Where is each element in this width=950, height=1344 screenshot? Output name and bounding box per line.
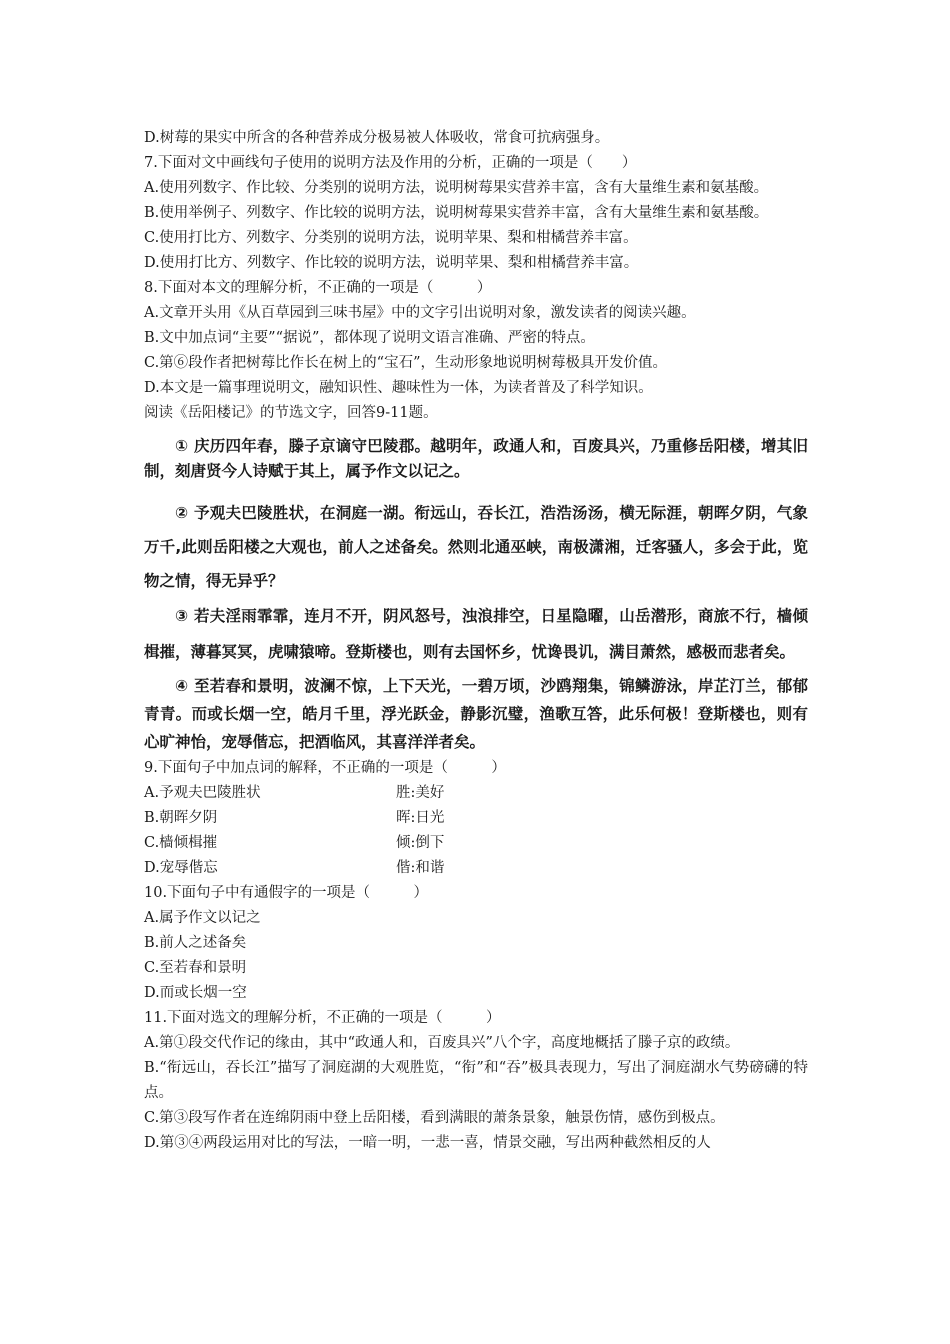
q9-option-d-gloss: 偕:和谐 xyxy=(396,860,445,876)
q9-stem: 9.下面句子中加点词的解释，不正确的一项是（ ） xyxy=(144,760,506,776)
q9-option-c-phrase: C.樯倾楫摧 xyxy=(144,835,218,851)
q9-option-b-gloss: 晖:日光 xyxy=(396,810,445,826)
q9-option-b-phrase: B.朝晖夕阴 xyxy=(144,810,218,826)
q9-option-c-gloss: 倾:倒下 xyxy=(396,835,445,851)
q8-option-d: D.本文是一篇事理说明文，融知识性、趣味性为一体，为读者普及了科学知识。 xyxy=(144,380,653,396)
q9-option-d-phrase: D.宠辱偕忘 xyxy=(144,860,218,876)
q10-stem: 10.下面句子中有通假字的一项是（ ） xyxy=(144,885,429,901)
q11-option-a: A.第①段交代作记的缘由，其中“政通人和，百废具兴”八个字，高度地概括了滕子京的政绩。 xyxy=(144,1035,740,1051)
q7-stem: 7.下面对文中画线句子使用的说明方法及作用的分析，正确的一项是（ ） xyxy=(144,155,637,171)
q8-stem: 8.下面对本文的理解分析，不正确的一项是（ ） xyxy=(144,280,492,296)
q8-option-c: C.第⑥段作者把树莓比作长在树上的“宝石”，生动形象地说明树莓极具开发价值。 xyxy=(144,355,668,371)
document-page xyxy=(144,126,808,1156)
reading-intro: 阅读《岳阳楼记》的节选文字，回答9-11题。 xyxy=(144,405,438,421)
q11-option-d: D.第③④两段运用对比的写法，一暗一明，一悲一喜，情景交融，写出两种截然相反的人 xyxy=(144,1135,711,1151)
passage-paragraph-4: ④ 至若春和景明，波澜不惊，上下天光，一碧万顷，沙鸥翔集，锦鳞游泳，岸芷汀兰，郁郁青青。而或长烟一空，皓月千里，浮光跃金，静影沉璧，渔歌互答，此乐何极！登斯楼也，则有心旷神怡，宠辱偕忘，把酒临风，其喜洋洋者矣。 xyxy=(144,677,808,751)
q9-option-a xyxy=(144,781,808,806)
passage-paragraph-2: ② 予观夫巴陵胜状，在洞庭一湖。衔远山，吞长江，浩浩汤汤，横无际涯，朝晖夕阴，气象万千,此则岳阳楼之大观也，前人之述备矣。然则北通巫峡，南极潇湘，迁客骚人，多会于此，览物之情，得无异乎？ xyxy=(144,504,808,590)
q10-option-a: A.属予作文以记之 xyxy=(144,910,261,926)
q9-option-d xyxy=(144,856,808,881)
q7-option-b: B.使用举例子、列数字、作比较的说明方法，说明树莓果实营养丰富，含有大量维生素和氨基酸。 xyxy=(144,205,769,221)
q8-option-a: A.文章开头用《从百草园到三味书屋》中的文字引出说明对象，激发读者的阅读兴趣。 xyxy=(144,305,696,321)
q11-option-c: C.第③段写作者在连绵阴雨中登上岳阳楼，看到满眼的萧条景象，触景伤情，感伤到极点。 xyxy=(144,1110,725,1126)
q11-stem: 11.下面对选文的理解分析，不正确的一项是（ ） xyxy=(144,1010,501,1026)
q9-option-a-phrase: A.予观夫巴陵胜状 xyxy=(144,785,261,801)
q7-option-a: A.使用列数字、作比较、分类别的说明方法，说明树莓果实营养丰富，含有大量维生素和氨基酸。 xyxy=(144,180,769,196)
q10-option-b: B.前人之述备矣 xyxy=(144,935,247,951)
passage-paragraph-1: ① 庆历四年春，滕子京谪守巴陵郡。越明年，政通人和，百废具兴，乃重修岳阳楼，增其旧制，刻唐贤今人诗赋于其上，属予作文以记之。 xyxy=(144,437,808,480)
q9-option-c xyxy=(144,831,808,856)
q9-option-a-gloss: 胜:美好 xyxy=(396,785,445,801)
q11-option-b: B.“衔远山，吞长江”描写了洞庭湖的大观胜览，“衔”和“吞”极具表现力，写出了洞庭湖水气势磅礴的特点。 xyxy=(144,1060,808,1101)
q10-option-c: C.至若春和景明 xyxy=(144,960,247,976)
q7-option-c: C.使用打比方、列数字、分类别的说明方法，说明苹果、梨和柑橘营养丰富。 xyxy=(144,230,638,246)
q8-option-b: B.文中加点词“主要”“据说”，都体现了说明文语言准确、严密的特点。 xyxy=(144,330,595,346)
passage-paragraph-3: ③ 若夫淫雨霏霏，连月不开，阴风怒号，浊浪排空，日星隐曜，山岳潜形，商旅不行，樯倾楫摧，薄暮冥冥，虎啸猿啼。登斯楼也，则有去国怀乡，忧谗畏讥，满目萧然，感极而悲者矣。 xyxy=(144,607,808,661)
q6-option-d: D.树莓的果实中所含的各种营养成分极易被人体吸收，常食可抗病强身。 xyxy=(144,130,610,146)
q10-option-d: D.而或长烟一空 xyxy=(144,985,247,1001)
q7-option-d: D.使用打比方、列数字、作比较的说明方法，说明苹果、梨和柑橘营养丰富。 xyxy=(144,255,639,271)
q9-option-b xyxy=(144,806,808,831)
